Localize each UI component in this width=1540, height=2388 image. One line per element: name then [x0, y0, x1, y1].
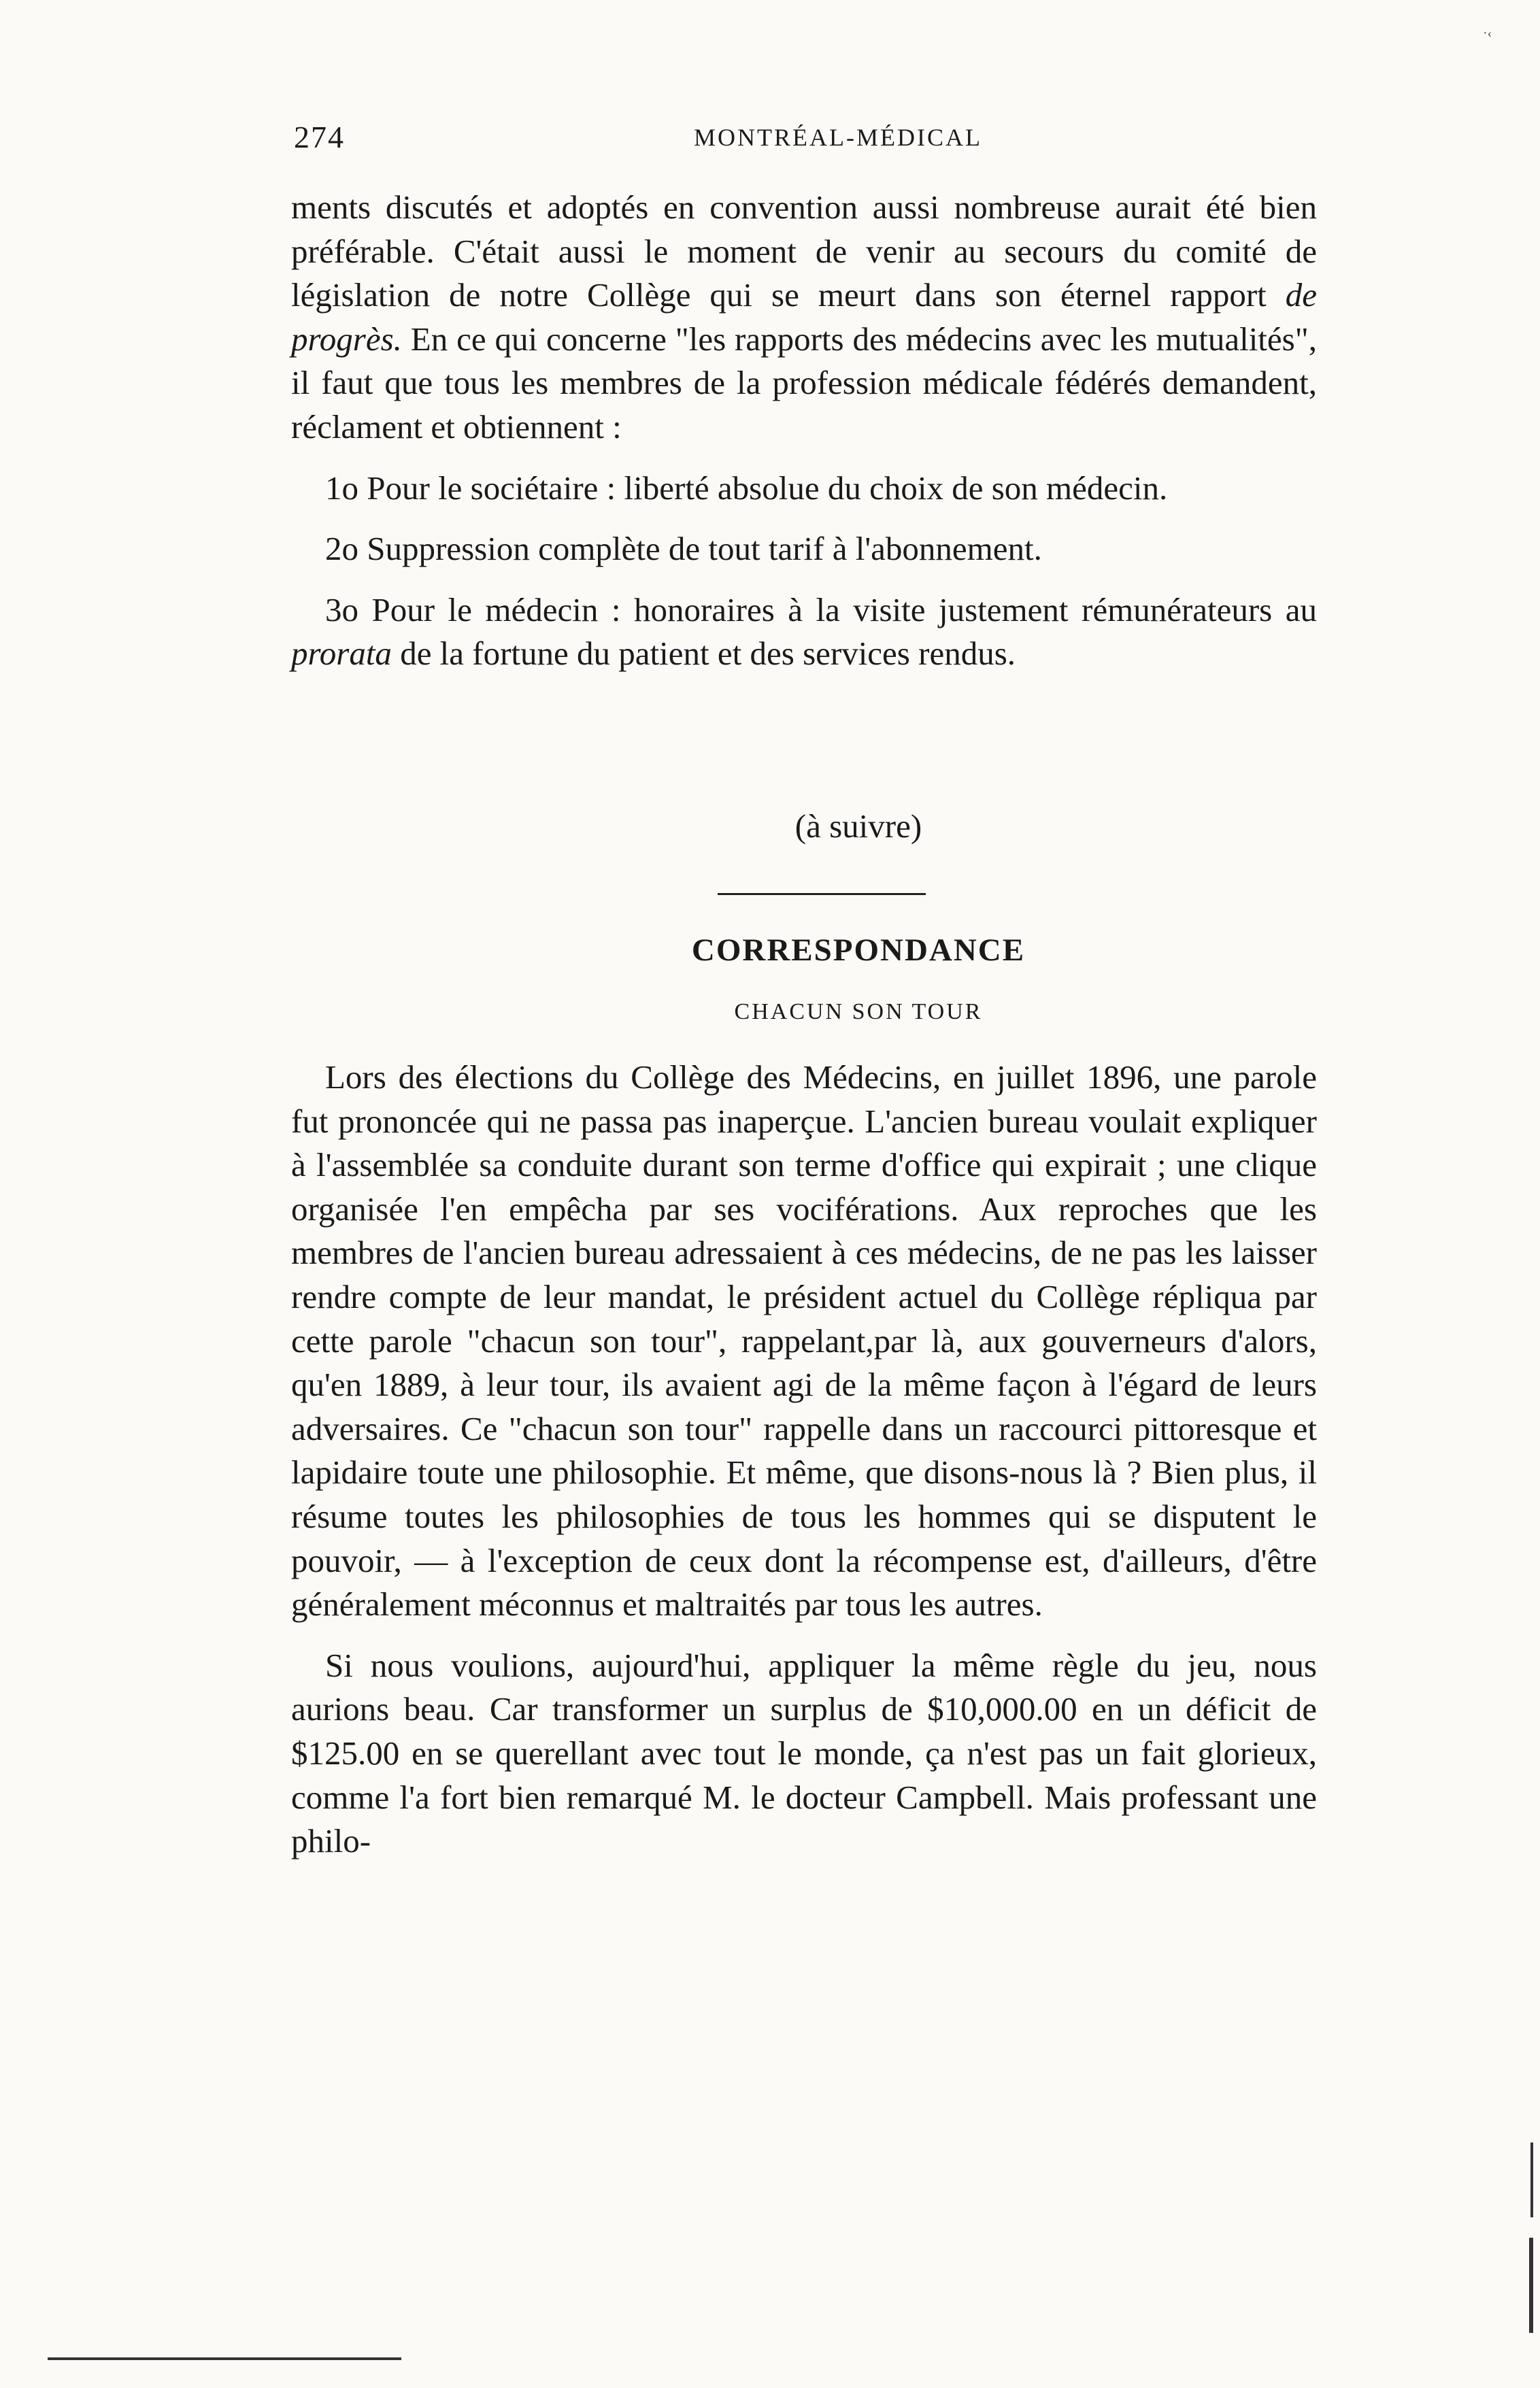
italic-text: prorata — [291, 635, 392, 673]
running-title: MONTRÉAL-MÉDICAL — [694, 124, 982, 151]
page-number: 274 — [294, 120, 345, 154]
section-subtitle: CHACUN SON TOUR — [734, 999, 983, 1024]
continued-article — [291, 186, 1317, 676]
scan-edge-mark — [1530, 2142, 1533, 2217]
paragraph — [291, 186, 1317, 450]
text-run: 3o Pour le médecin : honoraires à la visite justement rémunérateurs au — [325, 590, 1317, 628]
paragraph: Lors des élections du Collège des Médecins, en juillet 1896, une parole fut prononcée qui ne passa pas inaperçue. L'ancien bureau voulait expliquer à l'assemblée sa conduite durant son terme d'office qui expirait ; une clique organisée l'en empêcha par ses vociférations. Aux reproches que les membres de l'ancien bureau adressaient à ces médecins, de ne pas les laisser rendre compte de leur mandat, le président actuel du Collège répliqua par cette parole "chacun son tour", rappelant,par là, aux gouverneurs d'alors, qu'en 1889, à leur tour, ils avaient agi de la même façon à l'égard de leurs adversaires. Ce "chacun son tour" rappelle dans un raccourci pittoresque et lapidaire toute une philosophie. Et même, que disons-nous là ? Bien plus, il résume toutes les philosophies de tous les hommes qui se disputent le pouvoir, — à l'exception de ceux dont la récompense est, d'ailleurs, d'être généralement méconnus et maltraités par tous les autres. — [291, 1058, 1317, 1624]
paragraph: Si nous voulions, aujourd'hui, appliquer la même règle du jeu, nous aurions beau. Car transformer un surplus de $10,000.00 en un déficit de $125.00 en se querellant avec tout le monde, ça n'est pas un fait glorieux, comme l'a fort bien remarqué M. le docteur Campbell. Mais professant une philo- — [291, 1646, 1317, 1860]
to-be-continued: (à suivre) — [794, 807, 922, 845]
page-header — [294, 119, 1314, 167]
correspondance-article — [291, 1056, 1317, 1864]
italic-text: de progrès. — [291, 276, 1317, 358]
scan-edge-mark — [1529, 2238, 1533, 2333]
scan-mark: ·‹ — [1483, 26, 1492, 41]
scan-edge-mark — [48, 2357, 401, 2360]
list-item: 2o Suppression complète de tout tarif à l'abonnement. — [325, 530, 1042, 568]
list-item — [291, 588, 1317, 676]
section-title: CORRESPONDANCE — [691, 932, 1026, 968]
list-item: 1o Pour le sociétaire : liberté absolue du choix de son médecin. — [325, 469, 1168, 507]
text-run: En ce qui concerne "les rapports des médecins avec les mutualités", il faut que tous les membres de la profession médicale fédérés demandent, réclament et obtiennent : — [291, 320, 1317, 445]
text-run: de la fortune du patient et des services rendus. — [391, 635, 1016, 673]
section-divider — [718, 893, 926, 895]
text-run: ments discutés et adoptés en convention aussi nombreuse aurait été bien préférable. C'était aussi le moment de venir au secours du comité de législation de notre Collège qui se meurt dans son éternel rapport — [291, 188, 1317, 314]
